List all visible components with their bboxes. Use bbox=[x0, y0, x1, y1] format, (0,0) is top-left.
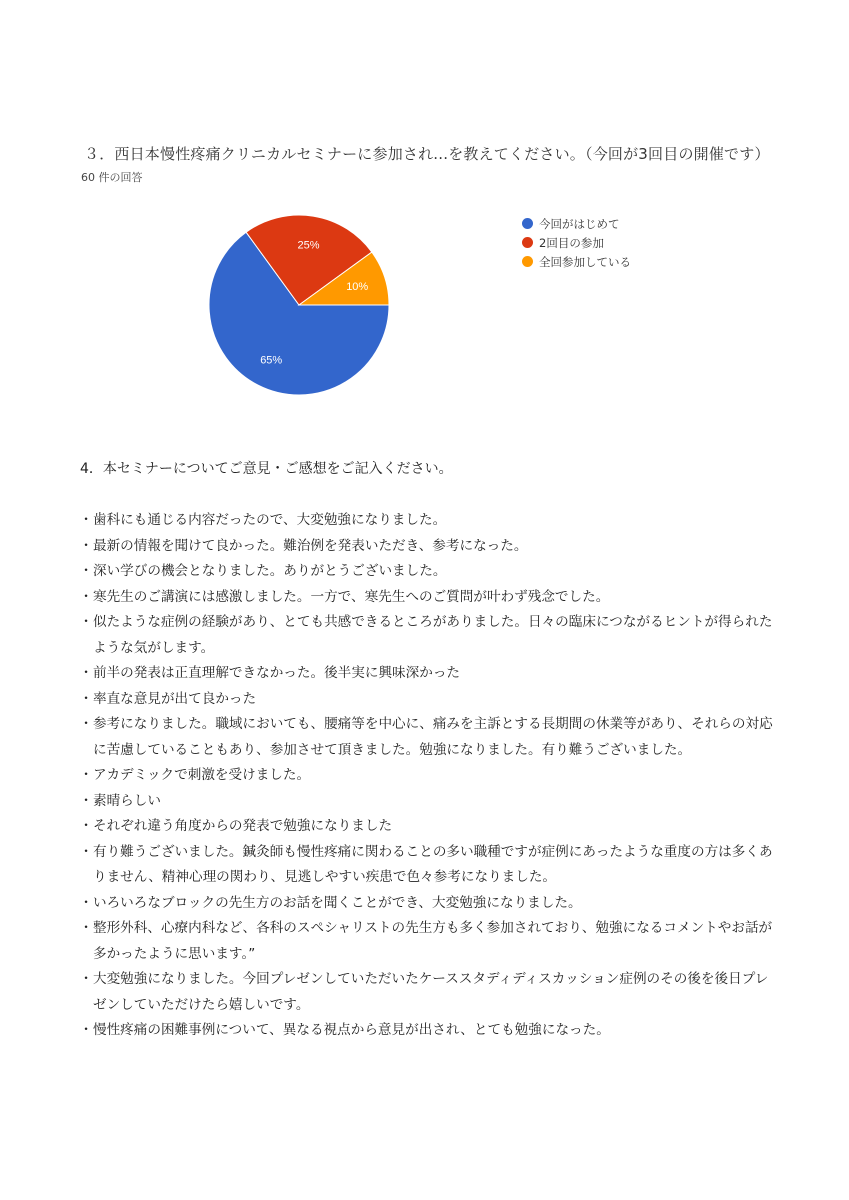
comment-item bbox=[79, 610, 779, 661]
comment-text: 参考になりました。職域においても、腰痛等を中心に、痛みを主訴とする長期間の休業等があり、それらの対応に苦慮していることもあり、参加させて頂きました。勉強になりました。有り難うございました。 bbox=[93, 716, 773, 758]
bullet-icon: ・ bbox=[79, 537, 93, 554]
response-count: 60 件の回答 bbox=[81, 171, 143, 184]
bullet-icon: ・ bbox=[79, 716, 93, 732]
comment-item bbox=[79, 967, 779, 1018]
comment-text: 素晴らしい bbox=[93, 792, 161, 809]
legend-dot-icon bbox=[522, 237, 533, 248]
bullet-icon: ・ bbox=[79, 614, 93, 630]
comment-text: 似たような症例の経験があり、とても共感できるところがありました。日々の臨床につながるヒントが得られたような気がします。 bbox=[93, 614, 773, 656]
comment-text: 前半の発表は正直理解できなかった。後半実に興味深かった bbox=[93, 665, 461, 681]
slice-label: 65% bbox=[260, 354, 283, 367]
legend-item bbox=[522, 214, 631, 233]
comment-item bbox=[79, 891, 779, 917]
legend-dot-icon bbox=[522, 218, 533, 229]
legend-item bbox=[522, 252, 631, 271]
comment-text: それぞれ違う角度からの発表で勉強になりました bbox=[93, 818, 393, 834]
question-4-title: 4．本セミナーについてご意見・ご感想をご記入ください。 bbox=[80, 461, 453, 477]
comment-text: 最新の情報を聞けて良かった。難治例を発表いただき、参考になった。 bbox=[93, 537, 528, 554]
bullet-icon: ・ bbox=[79, 563, 93, 579]
bullet-icon: ・ bbox=[79, 843, 93, 860]
comment-text: 慢性疼痛の困難事例について、異なる視点から意見が出され、とても勉強になった。 bbox=[93, 1022, 610, 1038]
bullet-icon: ・ bbox=[79, 767, 93, 783]
comment-text: 整形外科、心療内科など、各科のスペシャリストの先生方も多く参加されており、勉強になるコメントやお話が多かったように思います。” bbox=[93, 920, 773, 962]
pie-chart bbox=[200, 205, 650, 405]
legend-label: 今回がはじめて bbox=[539, 216, 620, 231]
comment-item bbox=[79, 840, 779, 891]
slice-label: 25% bbox=[297, 239, 320, 252]
bullet-icon: ・ bbox=[79, 665, 93, 681]
bullet-icon: ・ bbox=[79, 971, 93, 987]
bullet-icon: ・ bbox=[79, 1022, 93, 1038]
comment-text: 大変勉強になりました。今回プレゼンしていただいたケーススタディディスカッション症例のその後を後日プレゼンしていただけたら嬉しいです。 bbox=[93, 971, 769, 1013]
legend-label: 全回参加している bbox=[539, 254, 631, 269]
comment-text: アカデミックで刺激を受けました。 bbox=[93, 767, 311, 783]
comment-item bbox=[79, 585, 779, 611]
comment-item bbox=[79, 534, 779, 560]
bullet-icon: ・ bbox=[79, 818, 93, 834]
bullet-icon: ・ bbox=[79, 792, 93, 809]
comment-list bbox=[79, 508, 779, 1044]
bullet-icon: ・ bbox=[79, 588, 93, 605]
legend-dot-icon bbox=[522, 256, 533, 267]
comment-item bbox=[79, 814, 779, 840]
comment-text: 率直な意見が出て良かった bbox=[93, 690, 257, 707]
legend-item bbox=[522, 233, 631, 252]
comment-item bbox=[79, 559, 779, 585]
comment-item bbox=[79, 1018, 779, 1044]
comment-text: 寒先生のご講演には感激しました。一方で、寒先生へのご質問が叶わず残念でした。 bbox=[93, 588, 610, 605]
comment-item bbox=[79, 763, 779, 789]
legend-label: 2回目の参加 bbox=[539, 235, 604, 250]
bullet-icon: ・ bbox=[79, 690, 93, 707]
comment-text: 歯科にも通じる内容だったので、大変勉強になりました。 bbox=[93, 512, 447, 528]
comment-item bbox=[79, 712, 779, 763]
bullet-icon: ・ bbox=[79, 512, 93, 528]
comment-text: 深い学びの機会となりました。ありがとうございました。 bbox=[93, 563, 447, 579]
comment-item bbox=[79, 687, 779, 713]
comment-text: いろいろなブロックの先生方のお話を聞くことができ、大変勉強になりました。 bbox=[93, 894, 582, 911]
bullet-icon: ・ bbox=[79, 894, 93, 911]
comment-item bbox=[79, 789, 779, 815]
comment-text: 有り難うございました。鍼灸師も慢性疼痛に関わることの多い職種ですが症例にあったような重度の方は多くありません、精神心理の関わり、見逃しやすい疾患で色々参考になりました。 bbox=[93, 843, 773, 885]
chart-legend bbox=[522, 214, 631, 271]
comment-item bbox=[79, 508, 779, 534]
question-3-title: ３．西日本慢性疼痛クリニカルセミナーに参加され...を教えてください。（今回が3回目の開催です） bbox=[84, 145, 770, 163]
comment-item bbox=[79, 661, 779, 687]
slice-label: 10% bbox=[346, 281, 369, 294]
comment-item bbox=[79, 916, 779, 967]
bullet-icon: ・ bbox=[79, 920, 93, 936]
pie-svg bbox=[200, 205, 400, 405]
